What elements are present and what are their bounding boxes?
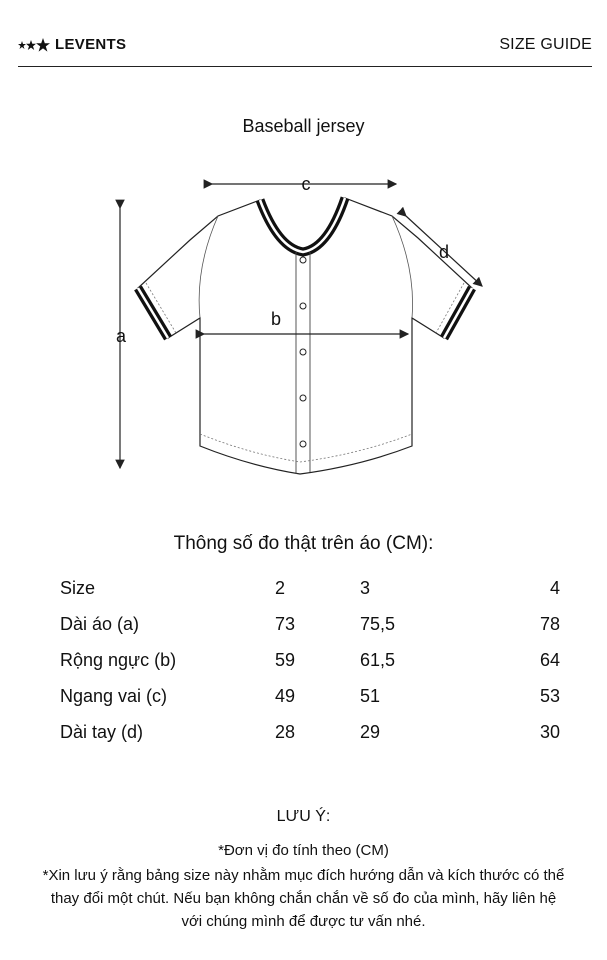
header-cell: Size <box>60 577 96 598</box>
table-cell: 53 <box>539 685 560 706</box>
header-cell: 4 <box>549 577 560 598</box>
jersey-diagram <box>100 168 500 488</box>
button <box>300 257 306 263</box>
table-cell: 29 <box>360 721 381 742</box>
table-cell: 59 <box>275 649 296 670</box>
table-cell: 78 <box>539 613 560 634</box>
note-unit: *Đơn vị đo tính theo (CM) <box>218 842 389 859</box>
table-cell: 49 <box>275 685 296 706</box>
table-header-row <box>60 570 560 606</box>
table-cell: 61,5 <box>360 649 396 670</box>
measure-b-label: b <box>270 309 282 329</box>
table-cell: 28 <box>275 721 296 742</box>
header-cell: 2 <box>275 577 286 598</box>
page-header <box>18 34 592 66</box>
row-label: Dài áo (a) <box>60 613 140 634</box>
table-row <box>60 714 560 750</box>
note-title: LƯU Ý: <box>276 808 331 825</box>
row-label: Dài tay (d) <box>60 721 144 742</box>
jersey-body <box>138 198 472 474</box>
table-row <box>60 678 560 714</box>
brand-name: LEVENTS <box>55 36 127 53</box>
note-body: *Xin lưu ý rằng bảng size này nhằm mục đích hướng dẫn và kích thước có thể thay đổi một chút. Nếu bạn không chắn chắn về số đo của mình, hãy liên hệ với chúng mình để được tư vấn nhé. <box>42 867 565 930</box>
product-title: Baseball jersey <box>242 116 365 136</box>
header-cell: 3 <box>360 577 371 598</box>
table-cell: 75,5 <box>360 613 396 634</box>
brand-logo <box>18 36 126 53</box>
size-spec-table <box>60 570 560 750</box>
button <box>300 395 306 401</box>
button <box>300 303 306 309</box>
three-stars-icon <box>18 38 54 52</box>
measure-a-label: a <box>115 326 127 346</box>
section-title: SIZE GUIDE <box>499 36 592 53</box>
header-divider <box>18 66 592 67</box>
table-row <box>60 642 560 678</box>
table-cell: 64 <box>539 649 560 670</box>
row-label: Rộng ngực (b) <box>60 649 177 670</box>
measure-d-label: d <box>438 242 450 262</box>
button <box>300 349 306 355</box>
table-cell: 51 <box>360 685 381 706</box>
table-cell: 73 <box>275 613 296 634</box>
row-label: Ngang vai (c) <box>60 685 168 706</box>
measure-c-label: c <box>301 174 311 194</box>
button <box>300 441 306 447</box>
table-row <box>60 606 560 642</box>
spec-table-title: Thông số đo thật trên áo (CM): <box>173 533 434 554</box>
table-cell: 30 <box>539 721 560 742</box>
